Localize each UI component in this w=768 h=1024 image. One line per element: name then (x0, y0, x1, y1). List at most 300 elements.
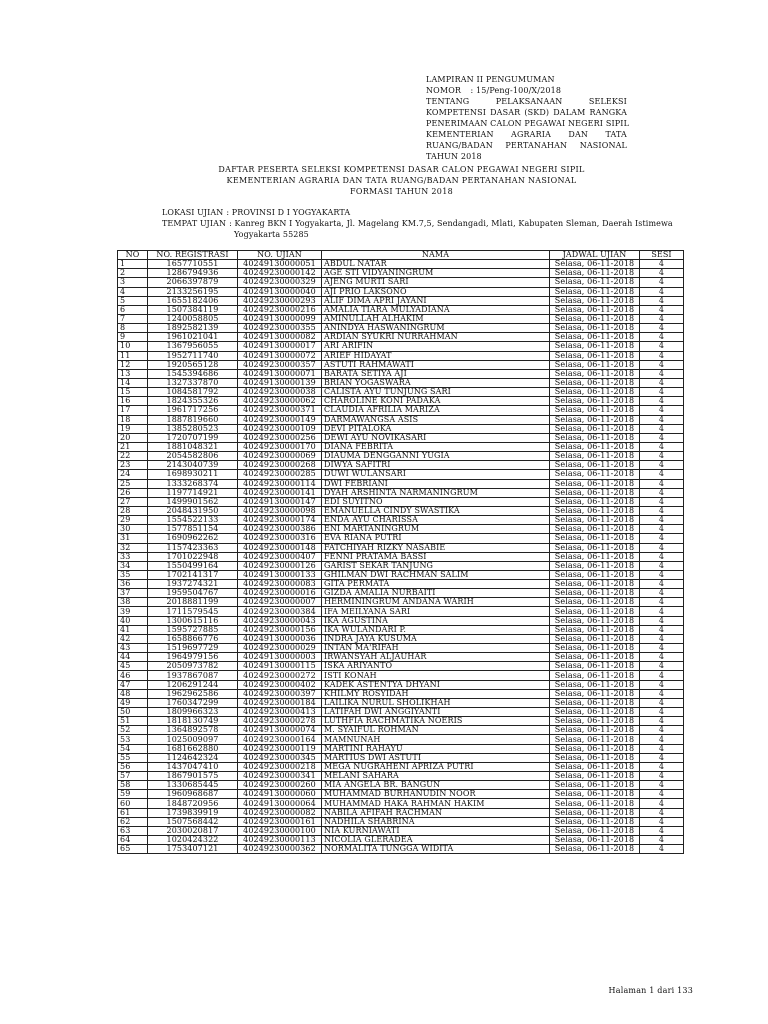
cell-session: 4 (640, 817, 684, 826)
cell-name: DIANA FEBRITA (322, 442, 550, 451)
cell-name: CALISTA AYU TUNJUNG SARI (322, 388, 550, 397)
cell-schedule: Selasa, 06-11-2018 (550, 278, 640, 287)
cell-session: 4 (640, 442, 684, 451)
col-registration: NO. REGISTRASI (148, 251, 238, 260)
cell-session: 4 (640, 488, 684, 497)
cell-session: 4 (640, 680, 684, 689)
table-row (118, 836, 684, 845)
cell-exam-number: 40249130000051 (238, 260, 322, 269)
cell-schedule: Selasa, 06-11-2018 (550, 342, 640, 351)
cell-session: 4 (640, 342, 684, 351)
cell-no: 61 (118, 808, 148, 817)
cell-no: 65 (118, 845, 148, 854)
cell-registration: 1881048321 (148, 442, 238, 451)
table-row (118, 260, 684, 269)
cell-exam-number: 40249230000184 (238, 698, 322, 707)
cell-no: 58 (118, 781, 148, 790)
cell-session: 4 (640, 360, 684, 369)
cell-name: NABILA AFIFAH RACHMAN (322, 808, 550, 817)
cell-exam-number: 40249230000156 (238, 625, 322, 634)
cell-exam-number: 40249130000071 (238, 369, 322, 378)
cell-schedule: Selasa, 06-11-2018 (550, 836, 640, 845)
cell-exam-number: 40249230000069 (238, 452, 322, 461)
cell-session: 4 (640, 561, 684, 570)
cell-session: 4 (640, 314, 684, 323)
cell-exam-number: 40249230000038 (238, 388, 322, 397)
table-row (118, 781, 684, 790)
cell-registration: 1690962262 (148, 534, 238, 543)
tempat-value-cont: Yogyakarta 55285 (234, 230, 309, 239)
cell-registration: 1701022948 (148, 552, 238, 561)
cell-no: 4 (118, 287, 148, 296)
cell-no: 22 (118, 452, 148, 461)
col-session: SESI (640, 251, 684, 260)
cell-no: 24 (118, 470, 148, 479)
cell-registration: 1937274321 (148, 580, 238, 589)
cell-exam-number: 40249230000114 (238, 479, 322, 488)
cell-no: 38 (118, 598, 148, 607)
cell-name: ENDA AYU CHARISSA (322, 516, 550, 525)
cell-no: 41 (118, 625, 148, 634)
table-row (118, 790, 684, 799)
cell-no: 13 (118, 369, 148, 378)
cell-no: 29 (118, 516, 148, 525)
cell-exam-number: 40249130000133 (238, 570, 322, 579)
cell-no: 44 (118, 653, 148, 662)
cell-exam-number: 40249230000316 (238, 534, 322, 543)
table-row (118, 753, 684, 762)
table-row (118, 333, 684, 342)
cell-session: 4 (640, 726, 684, 735)
cell-session: 4 (640, 689, 684, 698)
cell-session: 4 (640, 287, 684, 296)
cell-exam-number: 40249230000016 (238, 589, 322, 598)
table-row (118, 653, 684, 662)
cell-name: BRIAN YOGASWARA (322, 378, 550, 387)
lokasi-value: : PROVINSI D I YOGYAKARTA (226, 208, 351, 217)
cell-no: 5 (118, 296, 148, 305)
table-header-row (118, 251, 684, 260)
cell-registration: 1286794936 (148, 269, 238, 278)
cell-no: 17 (118, 406, 148, 415)
table-row (118, 525, 684, 534)
cell-no: 7 (118, 314, 148, 323)
cell-registration: 1020424322 (148, 836, 238, 845)
cell-no: 56 (118, 762, 148, 771)
table-row (118, 397, 684, 406)
cell-schedule: Selasa, 06-11-2018 (550, 561, 640, 570)
cell-exam-number: 40249230000029 (238, 644, 322, 653)
table-row (118, 644, 684, 653)
cell-registration: 1157423363 (148, 543, 238, 552)
cell-name: AGE STI VIDYANINGRUM (322, 269, 550, 278)
cell-registration: 1962962586 (148, 689, 238, 698)
cell-session: 4 (640, 598, 684, 607)
cell-session: 4 (640, 324, 684, 333)
cell-exam-number: 40249230000285 (238, 470, 322, 479)
cell-session: 4 (640, 772, 684, 781)
cell-exam-number: 40249130000003 (238, 653, 322, 662)
cell-name: ABDUL NATAR (322, 260, 550, 269)
cell-name: LAILIKA NURUL SHOLIKHAH (322, 698, 550, 707)
cell-session: 4 (640, 415, 684, 424)
cell-session: 4 (640, 735, 684, 744)
table-row (118, 817, 684, 826)
cell-schedule: Selasa, 06-11-2018 (550, 415, 640, 424)
cell-schedule: Selasa, 06-11-2018 (550, 397, 640, 406)
table-row (118, 689, 684, 698)
table-row (118, 424, 684, 433)
cell-exam-number: 40249230000278 (238, 717, 322, 726)
cell-exam-number: 40249130000017 (238, 342, 322, 351)
cell-no: 6 (118, 305, 148, 314)
cell-schedule: Selasa, 06-11-2018 (550, 497, 640, 506)
cell-schedule: Selasa, 06-11-2018 (550, 653, 640, 662)
cell-exam-number: 40249230000142 (238, 269, 322, 278)
cell-session: 4 (640, 470, 684, 479)
cell-session: 4 (640, 589, 684, 598)
table-row (118, 762, 684, 771)
cell-session: 4 (640, 461, 684, 470)
cell-session: 4 (640, 808, 684, 817)
cell-exam-number: 40249230000119 (238, 744, 322, 753)
cell-exam-number: 40249230000149 (238, 415, 322, 424)
cell-name: DEVI PITALOKA (322, 424, 550, 433)
cell-exam-number: 40249230000141 (238, 488, 322, 497)
cell-schedule: Selasa, 06-11-2018 (550, 296, 640, 305)
cell-name: MEGA NUGRAHENI APRIZA PUTRI (322, 762, 550, 771)
cell-session: 4 (640, 543, 684, 552)
cell-exam-number: 40249230000407 (238, 552, 322, 561)
cell-no: 23 (118, 461, 148, 470)
cell-registration: 1364892578 (148, 726, 238, 735)
cell-schedule: Selasa, 06-11-2018 (550, 799, 640, 808)
cell-registration: 1698930211 (148, 470, 238, 479)
lokasi-label: LOKASI UJIAN (162, 208, 224, 217)
cell-exam-number: 40249230000062 (238, 397, 322, 406)
cell-schedule: Selasa, 06-11-2018 (550, 698, 640, 707)
cell-session: 4 (640, 506, 684, 515)
cell-registration: 1545394686 (148, 369, 238, 378)
table-row (118, 634, 684, 643)
cell-registration: 1824355326 (148, 397, 238, 406)
cell-exam-number: 40249130000040 (238, 287, 322, 296)
cell-registration: 1333268374 (148, 479, 238, 488)
cell-registration: 2048431950 (148, 506, 238, 515)
cell-registration: 1385280523 (148, 424, 238, 433)
attachment-header (426, 74, 630, 162)
cell-registration: 2030020817 (148, 826, 238, 835)
table-row (118, 772, 684, 781)
tempat-row (162, 218, 692, 229)
cell-exam-number: 40249230000043 (238, 616, 322, 625)
col-exam-number: NO. UJIAN (238, 251, 322, 260)
cell-name: ARDIAN SYUKRI NURRAHMAN (322, 333, 550, 342)
cell-exam-number: 40249230000362 (238, 845, 322, 854)
cell-registration: 1964979156 (148, 653, 238, 662)
cell-no: 49 (118, 698, 148, 707)
cell-exam-number: 40249130000147 (238, 497, 322, 506)
cell-registration: 2050973782 (148, 662, 238, 671)
cell-session: 4 (640, 653, 684, 662)
cell-schedule: Selasa, 06-11-2018 (550, 552, 640, 561)
cell-registration: 1206291244 (148, 680, 238, 689)
cell-no: 32 (118, 543, 148, 552)
cell-name: ALIF DIMA APRI JAYANI (322, 296, 550, 305)
cell-schedule: Selasa, 06-11-2018 (550, 689, 640, 698)
cell-no: 57 (118, 772, 148, 781)
cell-session: 4 (640, 580, 684, 589)
cell-no: 31 (118, 534, 148, 543)
cell-session: 4 (640, 634, 684, 643)
cell-name: MAMNUNAH (322, 735, 550, 744)
cell-exam-number: 40249230000216 (238, 305, 322, 314)
cell-name: DWI FEBRIANI (322, 479, 550, 488)
cell-name: DARMAWANGSA ASIS (322, 415, 550, 424)
cell-exam-number: 40249230000384 (238, 607, 322, 616)
cell-schedule: Selasa, 06-11-2018 (550, 570, 640, 579)
cell-exam-number: 40249230000082 (238, 808, 322, 817)
cell-session: 4 (640, 378, 684, 387)
table-row (118, 808, 684, 817)
cell-registration: 1330685445 (148, 781, 238, 790)
cell-session: 4 (640, 826, 684, 835)
cell-schedule: Selasa, 06-11-2018 (550, 826, 640, 835)
cell-exam-number: 40249230000371 (238, 406, 322, 415)
nomor-value: : 15/Peng-100/X/2018 (470, 86, 562, 95)
cell-name: INTAN MA'RIFAH (322, 644, 550, 653)
cell-name: INDRA JAYA KUSUMA (322, 634, 550, 643)
cell-name: DIWYA SAFITRI (322, 461, 550, 470)
cell-no: 52 (118, 726, 148, 735)
cell-session: 4 (640, 570, 684, 579)
cell-schedule: Selasa, 06-11-2018 (550, 616, 640, 625)
cell-name: FENNI PRATAMA BASSI (322, 552, 550, 561)
table-row (118, 826, 684, 835)
cell-registration: 1550499164 (148, 561, 238, 570)
cell-name: AMINULLAH ALHAKIM (322, 314, 550, 323)
tempat-value: : Kanreg BKN I Yogyakarta, Jl. Magelang KM.7,5, Sendangadi, Mlati, Kabupaten Sleman, Daerah Istimewa (229, 219, 673, 228)
table-row (118, 543, 684, 552)
cell-exam-number: 40249230000386 (238, 525, 322, 534)
cell-no: 60 (118, 799, 148, 808)
cell-registration: 1300615116 (148, 616, 238, 625)
table-row (118, 488, 684, 497)
cell-registration: 1240058805 (148, 314, 238, 323)
nomor-label: NOMOR (426, 86, 462, 95)
cell-schedule: Selasa, 06-11-2018 (550, 808, 640, 817)
table-row (118, 388, 684, 397)
cell-exam-number: 40249230000174 (238, 516, 322, 525)
cell-name: IRWANSYAH ALJAUHAR (322, 653, 550, 662)
cell-exam-number: 40249230000272 (238, 671, 322, 680)
cell-exam-number: 40249230000083 (238, 580, 322, 589)
cell-no: 20 (118, 433, 148, 442)
cell-schedule: Selasa, 06-11-2018 (550, 388, 640, 397)
cell-no: 59 (118, 790, 148, 799)
cell-session: 4 (640, 845, 684, 854)
cell-name: ARIEF HIDAYAT (322, 351, 550, 360)
cell-schedule: Selasa, 06-11-2018 (550, 324, 640, 333)
cell-registration: 1867901575 (148, 772, 238, 781)
cell-name: IFA MEILYANA SARI (322, 607, 550, 616)
about-line: KOMPETENSI DASAR (SKD) DALAM RANGKA (426, 108, 627, 117)
cell-no: 48 (118, 689, 148, 698)
table-row (118, 378, 684, 387)
table-row (118, 369, 684, 378)
table-row (118, 461, 684, 470)
cell-name: IKA AGUSTINA (322, 616, 550, 625)
table-row (118, 452, 684, 461)
cell-name: EDI SUYITNO (322, 497, 550, 506)
cell-registration: 1959504767 (148, 589, 238, 598)
cell-schedule: Selasa, 06-11-2018 (550, 433, 640, 442)
table-row (118, 598, 684, 607)
cell-exam-number: 40249130000060 (238, 790, 322, 799)
cell-name: NORMALITA TUNGGA WIDITA (322, 845, 550, 854)
cell-schedule: Selasa, 06-11-2018 (550, 269, 640, 278)
cell-no: 51 (118, 717, 148, 726)
cell-name: DYAH ARSHINTA NARMANINGRUM (322, 488, 550, 497)
cell-schedule: Selasa, 06-11-2018 (550, 378, 640, 387)
cell-name: BARATA SETIYA AJI (322, 369, 550, 378)
table-row (118, 726, 684, 735)
cell-no: 8 (118, 324, 148, 333)
cell-session: 4 (640, 644, 684, 653)
cell-session: 4 (640, 790, 684, 799)
col-name: NAMA (322, 251, 550, 260)
cell-session: 4 (640, 516, 684, 525)
cell-exam-number: 40249230000256 (238, 433, 322, 442)
table-row (118, 269, 684, 278)
cell-no: 45 (118, 662, 148, 671)
cell-no: 10 (118, 342, 148, 351)
cell-session: 4 (640, 479, 684, 488)
cell-name: LUTHFIA RACHMATIKA NOERIS (322, 717, 550, 726)
cell-schedule: Selasa, 06-11-2018 (550, 305, 640, 314)
cell-name: ARI ARIFIN (322, 342, 550, 351)
table-row (118, 287, 684, 296)
cell-exam-number: 40249230000170 (238, 442, 322, 451)
cell-schedule: Selasa, 06-11-2018 (550, 351, 640, 360)
cell-session: 4 (640, 671, 684, 680)
lokasi-row (162, 207, 692, 218)
about-line: TAHUN 2018 (426, 152, 482, 161)
cell-schedule: Selasa, 06-11-2018 (550, 287, 640, 296)
cell-exam-number: 40249230000126 (238, 561, 322, 570)
cell-registration: 1197714921 (148, 488, 238, 497)
table-row (118, 296, 684, 305)
table-row (118, 744, 684, 753)
cell-registration: 1720707199 (148, 433, 238, 442)
cell-schedule: Selasa, 06-11-2018 (550, 580, 640, 589)
cell-name: EVA RIANA PUTRI (322, 534, 550, 543)
cell-schedule: Selasa, 06-11-2018 (550, 598, 640, 607)
cell-no: 18 (118, 415, 148, 424)
cell-session: 4 (640, 269, 684, 278)
cell-schedule: Selasa, 06-11-2018 (550, 607, 640, 616)
title-line-1: DAFTAR PESERTA SELEKSI KOMPETENSI DASAR CALON PEGAWAI NEGERI SIPIL (218, 165, 585, 174)
cell-registration: 1681662880 (148, 744, 238, 753)
cell-registration: 1711579545 (148, 607, 238, 616)
cell-session: 4 (640, 452, 684, 461)
table-row (118, 570, 684, 579)
cell-schedule: Selasa, 06-11-2018 (550, 516, 640, 525)
cell-registration: 1025009097 (148, 735, 238, 744)
title-line-3: FORMASI TAHUN 2018 (350, 187, 453, 196)
cell-exam-number: 40249230000098 (238, 506, 322, 515)
cell-session: 4 (640, 397, 684, 406)
cell-session: 4 (640, 836, 684, 845)
cell-session: 4 (640, 369, 684, 378)
cell-session: 4 (640, 525, 684, 534)
cell-schedule: Selasa, 06-11-2018 (550, 717, 640, 726)
cell-registration: 1961717256 (148, 406, 238, 415)
cell-name: CHAROLINE KONI PADAKA (322, 397, 550, 406)
cell-schedule: Selasa, 06-11-2018 (550, 369, 640, 378)
cell-session: 4 (640, 799, 684, 808)
table-body (118, 260, 684, 854)
participant-table (117, 250, 684, 854)
cell-exam-number: 40249230000260 (238, 781, 322, 790)
cell-registration: 1753407121 (148, 845, 238, 854)
announcement-number (426, 85, 627, 96)
cell-registration: 1961021041 (148, 333, 238, 342)
cell-name: GHILMAN DWI RACHMAN SALIM (322, 570, 550, 579)
cell-registration: 1577851154 (148, 525, 238, 534)
cell-registration: 1657710551 (148, 260, 238, 269)
cell-registration: 1952711740 (148, 351, 238, 360)
cell-schedule: Selasa, 06-11-2018 (550, 525, 640, 534)
cell-schedule: Selasa, 06-11-2018 (550, 424, 640, 433)
cell-name: IKA WULANDARI P. (322, 625, 550, 634)
cell-no: 16 (118, 397, 148, 406)
cell-session: 4 (640, 698, 684, 707)
table-row (118, 717, 684, 726)
table-row (118, 680, 684, 689)
cell-schedule: Selasa, 06-11-2018 (550, 360, 640, 369)
cell-no: 62 (118, 817, 148, 826)
cell-registration: 1554522133 (148, 516, 238, 525)
cell-no: 39 (118, 607, 148, 616)
cell-schedule: Selasa, 06-11-2018 (550, 452, 640, 461)
cell-exam-number: 40249230000164 (238, 735, 322, 744)
cell-no: 2 (118, 269, 148, 278)
cell-registration: 1658866776 (148, 634, 238, 643)
cell-schedule: Selasa, 06-11-2018 (550, 817, 640, 826)
cell-no: 47 (118, 680, 148, 689)
tempat-label: TEMPAT UJIAN (162, 219, 227, 228)
cell-session: 4 (640, 351, 684, 360)
cell-exam-number: 40249230000100 (238, 826, 322, 835)
cell-schedule: Selasa, 06-11-2018 (550, 735, 640, 744)
table-row (118, 662, 684, 671)
cell-no: 19 (118, 424, 148, 433)
cell-exam-number: 40249230000007 (238, 598, 322, 607)
cell-registration: 2133256195 (148, 287, 238, 296)
cell-session: 4 (640, 717, 684, 726)
cell-no: 50 (118, 708, 148, 717)
cell-no: 28 (118, 506, 148, 515)
cell-no: 43 (118, 644, 148, 653)
cell-registration: 2018881199 (148, 598, 238, 607)
cell-registration: 2143040739 (148, 461, 238, 470)
cell-registration: 1327337870 (148, 378, 238, 387)
cell-name: HERMININGRUM ANDANA WARIH (322, 598, 550, 607)
cell-name: AJENG MURTI SARI (322, 278, 550, 287)
table-row (118, 589, 684, 598)
table-row (118, 360, 684, 369)
